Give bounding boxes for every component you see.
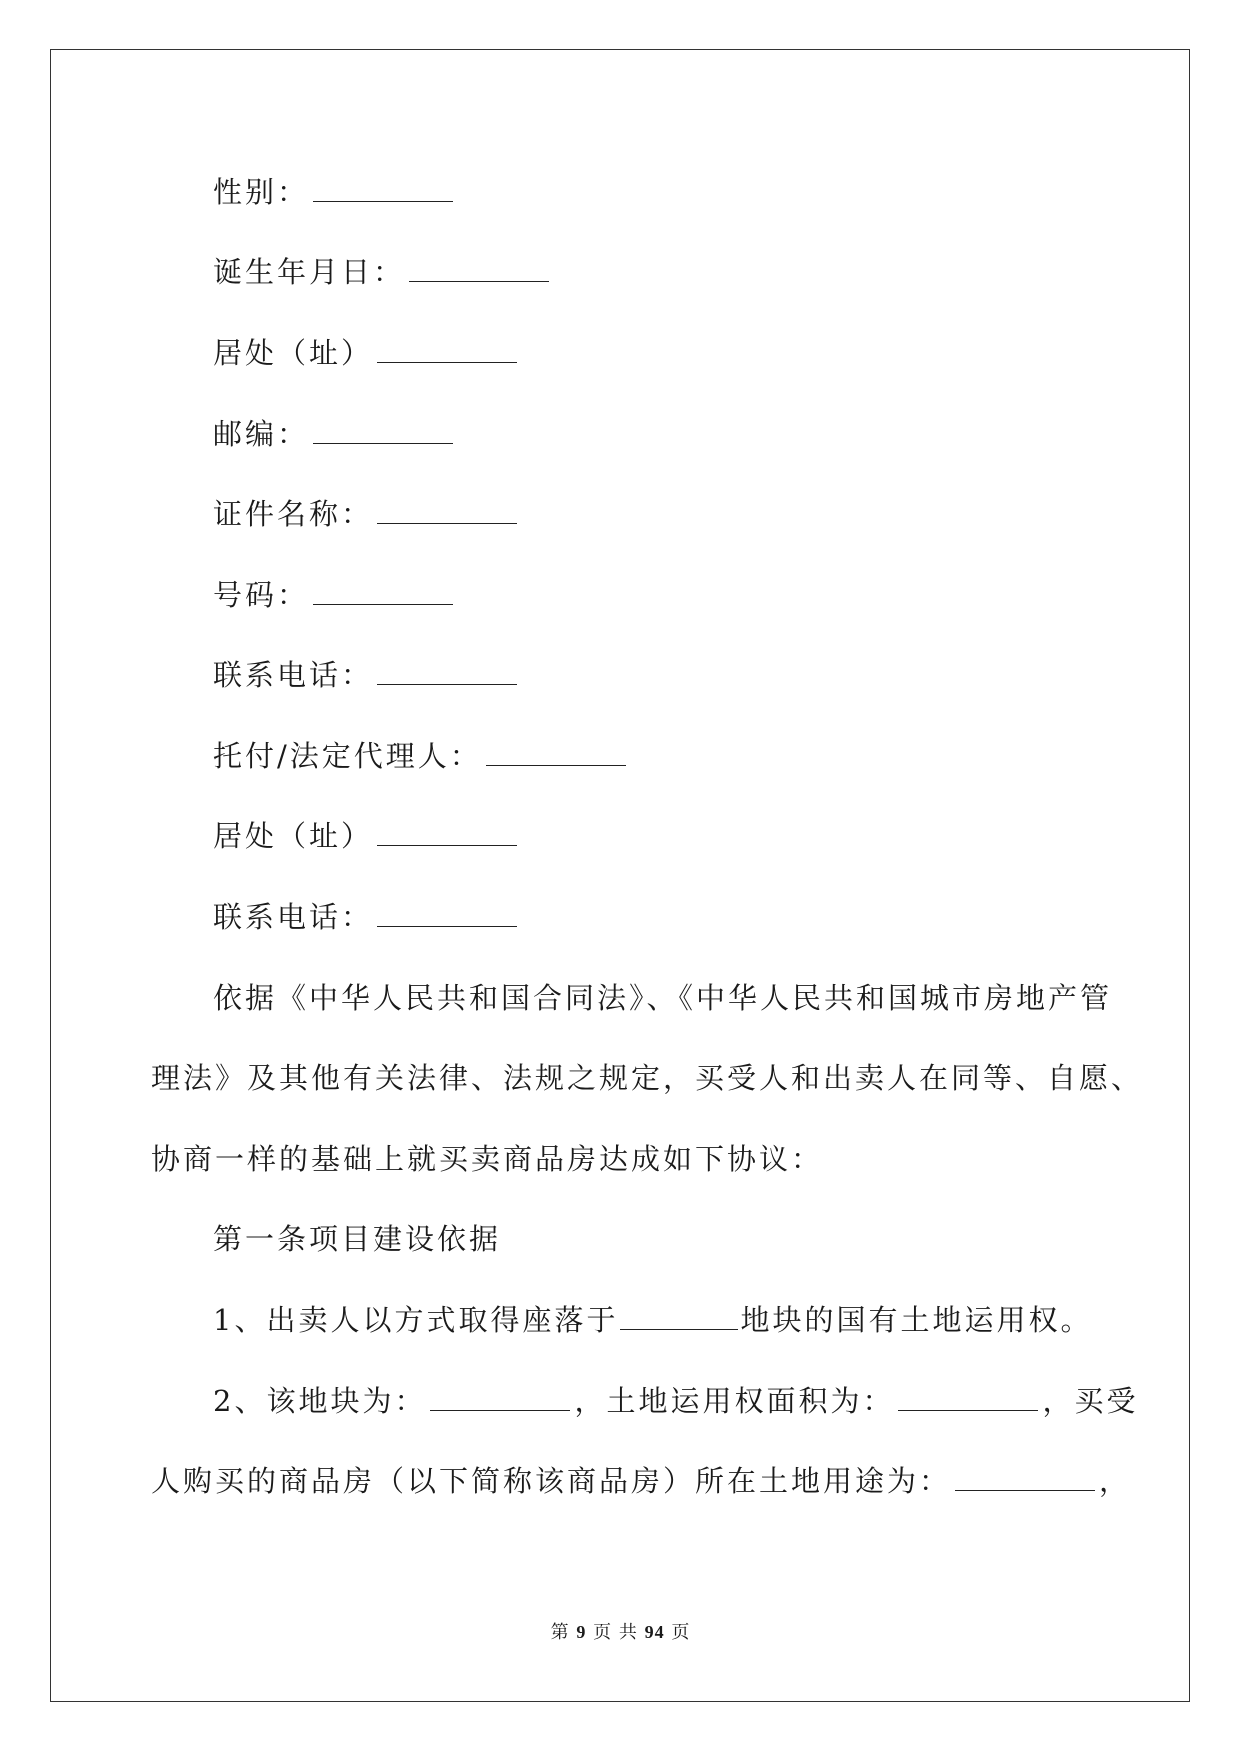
blank-line <box>430 1409 570 1411</box>
item-text: 2、该地块为： <box>213 1384 427 1418</box>
paragraph-line: 理法》及其他有关法律、法规之规定，买受人和出卖人在同等、自愿、 <box>151 1061 1144 1095</box>
field-label: 证件名称： <box>213 497 374 531</box>
paragraph-line: 依据《中华人民共和国合同法》、《中华人民共和国城市房地产管 <box>213 981 1113 1015</box>
field-birthdate <box>213 255 553 289</box>
blank-line <box>409 280 549 282</box>
blank-line <box>377 522 517 524</box>
field-address <box>213 336 521 370</box>
blank-line <box>313 442 453 444</box>
footer-suffix: 页 <box>671 1622 691 1643</box>
footer-mid: 页 共 <box>593 1622 638 1643</box>
item-text: ，买受 <box>1042 1384 1139 1418</box>
blank-line <box>377 683 517 685</box>
item-text: ，土地运用权面积为： <box>574 1384 895 1418</box>
field-agent-phone <box>213 900 521 934</box>
field-label: 托付/法定代理人： <box>213 739 482 773</box>
field-label: 邮编： <box>213 417 310 451</box>
blank-line <box>377 925 517 927</box>
paragraph-line: 协商一样的基础上就买卖商品房达成如下协议： <box>151 1142 824 1176</box>
item-2 <box>213 1384 1139 1418</box>
item-text: 人购买的商品房（以下简称该商品房）所在土地用途为： <box>151 1464 952 1498</box>
page-footer <box>0 1618 1241 1644</box>
item-text: 1、出卖人以方式取得座落于 <box>213 1303 619 1337</box>
field-id-number <box>213 578 457 612</box>
blank-line <box>486 764 626 766</box>
page-border <box>50 49 1190 1702</box>
field-agent-address <box>213 819 521 853</box>
field-gender <box>213 175 457 209</box>
blank-line <box>313 200 453 202</box>
blank-line <box>898 1409 1038 1411</box>
field-phone <box>213 658 521 692</box>
page-number: 9 <box>576 1622 587 1642</box>
blank-line <box>955 1489 1095 1491</box>
item-1 <box>213 1303 1093 1337</box>
field-label: 性别： <box>213 175 310 209</box>
field-label: 居处（址） <box>213 336 374 370</box>
field-postcode <box>213 417 457 451</box>
item-text: ， <box>1099 1464 1132 1498</box>
blank-line <box>377 361 517 363</box>
article-title: 第一条项目建设依据 <box>213 1222 502 1256</box>
field-label: 诞生年月日： <box>213 255 406 289</box>
field-id-type <box>213 497 521 531</box>
field-label: 联系电话： <box>213 658 374 692</box>
blank-line <box>377 844 517 846</box>
item-text: 地块的国有土地运用权。 <box>740 1303 1093 1337</box>
blank-line <box>313 603 453 605</box>
footer-prefix: 第 <box>550 1622 570 1643</box>
blank-line <box>620 1328 738 1330</box>
total-pages: 94 <box>644 1622 665 1642</box>
field-label: 联系电话： <box>213 900 374 934</box>
field-agent <box>213 739 630 773</box>
item-2-continued <box>151 1464 1132 1498</box>
field-label: 号码： <box>213 578 310 612</box>
field-label: 居处（址） <box>213 819 374 853</box>
